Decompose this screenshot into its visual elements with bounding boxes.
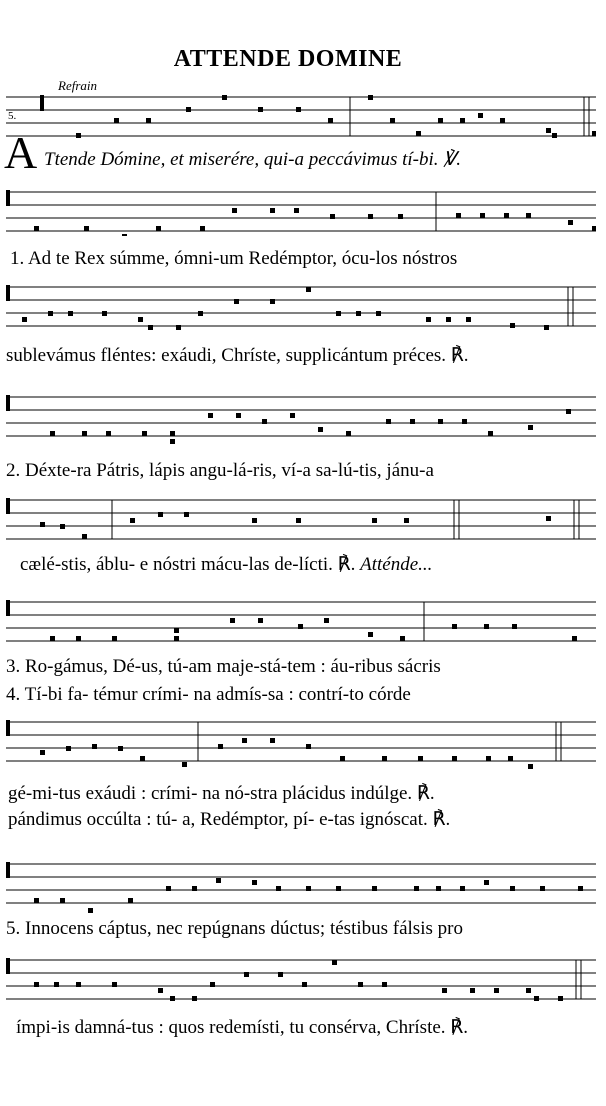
lyric-line-3: sublevámus fléntes: exáudi, Chríste, supplicántum préces. ℟. xyxy=(6,345,469,366)
lyric-line-6b: 4. Tí-bi fa- témur crími- na admís-sa : contrí-to córde xyxy=(6,684,411,705)
lyric-line-4: 2. Déxte-ra Pátris, lápis angu-lá-ris, ví-a sa-lú-tis, jánu-a xyxy=(6,460,434,481)
refrain-label: Refrain xyxy=(58,78,97,93)
response-symbol: ℟. xyxy=(337,554,356,575)
staff-2 xyxy=(6,190,596,236)
lyric-line-5 xyxy=(20,553,432,576)
staff-6-lines xyxy=(6,600,596,650)
staff-7 xyxy=(6,720,596,772)
staff-9 xyxy=(6,958,596,1010)
lyric-line-6a: 3. Ro-gámus, Dé-us, tú-am maje-stá-tem : áu-ribus sácris xyxy=(6,656,441,677)
staff-8-lines xyxy=(6,862,596,914)
lyric-line-7a: gé-mi-tus exáudi : crími- na nó-stra plácidus indúlge. ℟. xyxy=(8,783,435,804)
staff-6 xyxy=(6,600,596,650)
chant-title: ATTENDE DOMINE xyxy=(173,46,403,72)
lyric-line-2: 1. Ad te Rex súmme, ómni-um Redémptor, ócu-los nóstros xyxy=(10,248,458,269)
lyric-line-8: 5. Innocens cáptus, nec repúgnans dúctus; téstibus fálsis pro xyxy=(6,918,463,939)
staff-5-lines xyxy=(6,498,596,548)
staff-2-lines xyxy=(6,190,596,236)
staff-1 xyxy=(6,95,596,141)
staff-9-lines xyxy=(6,958,596,1010)
refrain-cue: Atténde... xyxy=(360,554,433,575)
mode-number: 5. xyxy=(8,110,17,122)
staff-3 xyxy=(6,285,596,335)
lyric-line-5-text: cælé-stis, áblu- e nóstri mácu-las de-lícti. xyxy=(20,554,333,575)
staff-7-lines xyxy=(6,720,596,772)
staff-8 xyxy=(6,862,596,914)
initial-letter: A xyxy=(4,127,38,178)
staff-4 xyxy=(6,395,596,445)
lyric-line-1: Ttende Dómine, et miserére, qui-a peccávimus tí-bi. ℣. xyxy=(44,149,461,170)
staff-3-lines xyxy=(6,285,596,335)
staff-5 xyxy=(6,498,596,548)
lyric-line-7b: pándimus occúlta : tú- a, Redémptor, pí- e-tas ignóscat. ℟. xyxy=(8,809,451,830)
staff-4-lines xyxy=(6,395,596,445)
staff-1-lines xyxy=(6,95,596,141)
lyric-line-9: ímpi-is damná-tus : quos redemísti, tu consérva, Chríste. ℟. xyxy=(16,1017,469,1038)
